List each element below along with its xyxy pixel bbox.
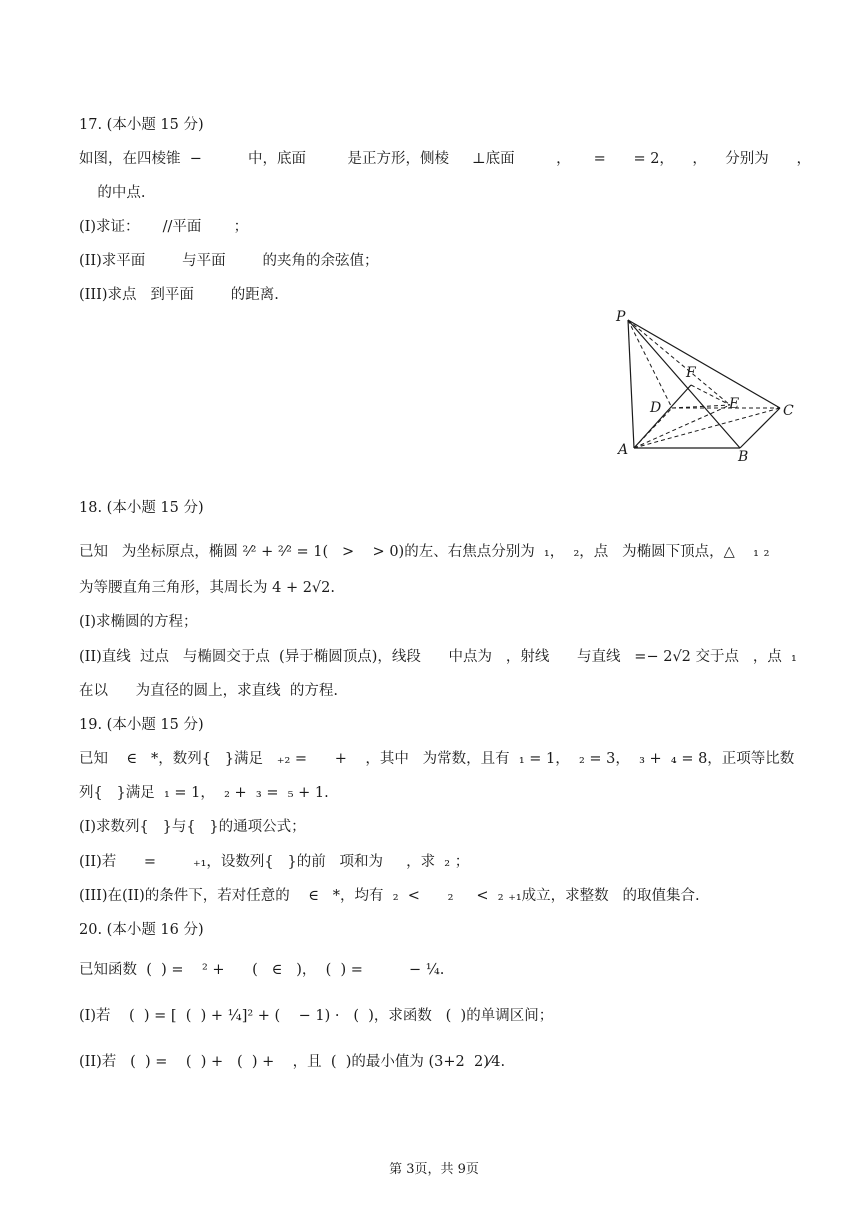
problem-18-line-1: 已知 为坐标原点，椭圆 ²⁄² + ²⁄² = 1( > > 0)的左、右焦点分别为 ₁， ₂，点 为椭圆下顶点，△ ₁ ₂ xyxy=(79,544,770,560)
problem-18-header: 18. (本小题 15 分) xyxy=(79,500,204,516)
label-E: E xyxy=(729,396,740,412)
problem-17-part-1: (I)求证： //平面 ； xyxy=(79,219,249,235)
problem-18-part-2-cont: 在以 为直径的圆上，求直线 的方程. xyxy=(79,683,338,699)
problem-17-line-2: 的中点. xyxy=(79,185,146,201)
edge-PB xyxy=(628,320,740,448)
edge-FE xyxy=(691,385,730,405)
page-footer: 第 3页，共 9页 xyxy=(389,1162,479,1177)
label-C: C xyxy=(783,403,794,419)
problem-20-part-2: (II)若 ( ) = ( ) + ( ) + ，且 ( )的最小值为 (3+2 2)⁄4. xyxy=(79,1054,506,1070)
problem-17-part-2: (II)求平面 与平面 的夹角的余弦值； xyxy=(79,253,379,269)
problem-18-part-1: (I)求椭圆的方程； xyxy=(79,614,198,630)
label-D: D xyxy=(650,400,662,416)
edge-PC xyxy=(628,320,780,408)
problem-19-part-1: (I)求数列{ }与{ }的通项公式； xyxy=(79,819,306,835)
edge-BC xyxy=(740,408,780,448)
label-P: P xyxy=(616,309,626,325)
problem-17-part-3: (III)求点 到平面 的距离. xyxy=(79,287,279,303)
problem-20-part-1: (I)若 ( ) = [ ( ) + ¼]² + ( − 1) · ( )，求函数 ( )的单调区间； xyxy=(79,1008,554,1024)
problem-18-line-2: 为等腰直角三角形，其周长为 4 + 2√2. xyxy=(79,580,336,596)
label-F: F xyxy=(686,365,696,381)
problem-19-line-1: 已知 ∈ *，数列{ }满足 ₊₂ = + ，其中 为常数，且有 ₁ = 1， ₂ = 3， ₃ + ₄ = 8，正项等比数 xyxy=(79,751,795,767)
edge-AE xyxy=(634,405,730,448)
label-A: A xyxy=(618,442,629,458)
problem-19-line-2: 列{ }满足 ₁ = 1， ₂ + ₃ = ₅ + 1. xyxy=(79,785,329,801)
edge-PA xyxy=(628,320,634,448)
problem-18-part-2: (II)直线 过点 与椭圆交于点 (异于椭圆顶点)，线段 中点为 ，射线 与直线 =− 2√2 交于点 ，点 ₁ xyxy=(79,649,797,665)
problem-20-line-1: 已知函数 ( ) = ² + ( ∈ )， ( ) = − ¼. xyxy=(79,962,445,978)
edge-PE xyxy=(628,320,730,405)
label-B: B xyxy=(738,449,749,465)
pyramid-figure xyxy=(612,305,802,469)
problem-17-header: 17. (本小题 15 分) xyxy=(79,117,204,133)
problem-19-part-3: (III)在(II)的条件下，若对任意的 ∈ *，均有 ₂ < ₂ < ₂ ₊₁成立，求整数 的取值集合. xyxy=(79,888,700,904)
problem-19-part-2: (II)若 = ₊₁，设数列{ }的前 项和为 ，求 ₂ ； xyxy=(79,854,470,870)
problem-19-header: 19. (本小题 15 分) xyxy=(79,717,204,733)
pyramid-diagram xyxy=(612,305,802,465)
problem-20-header: 20. (本小题 16 分) xyxy=(79,922,204,938)
problem-17-line-1: 如图，在四棱锥 − 中，底面 是正方形，侧棱 ⊥底面 ， = = 2， ， 分别为 ， xyxy=(79,151,811,167)
edge-AF xyxy=(634,385,691,448)
